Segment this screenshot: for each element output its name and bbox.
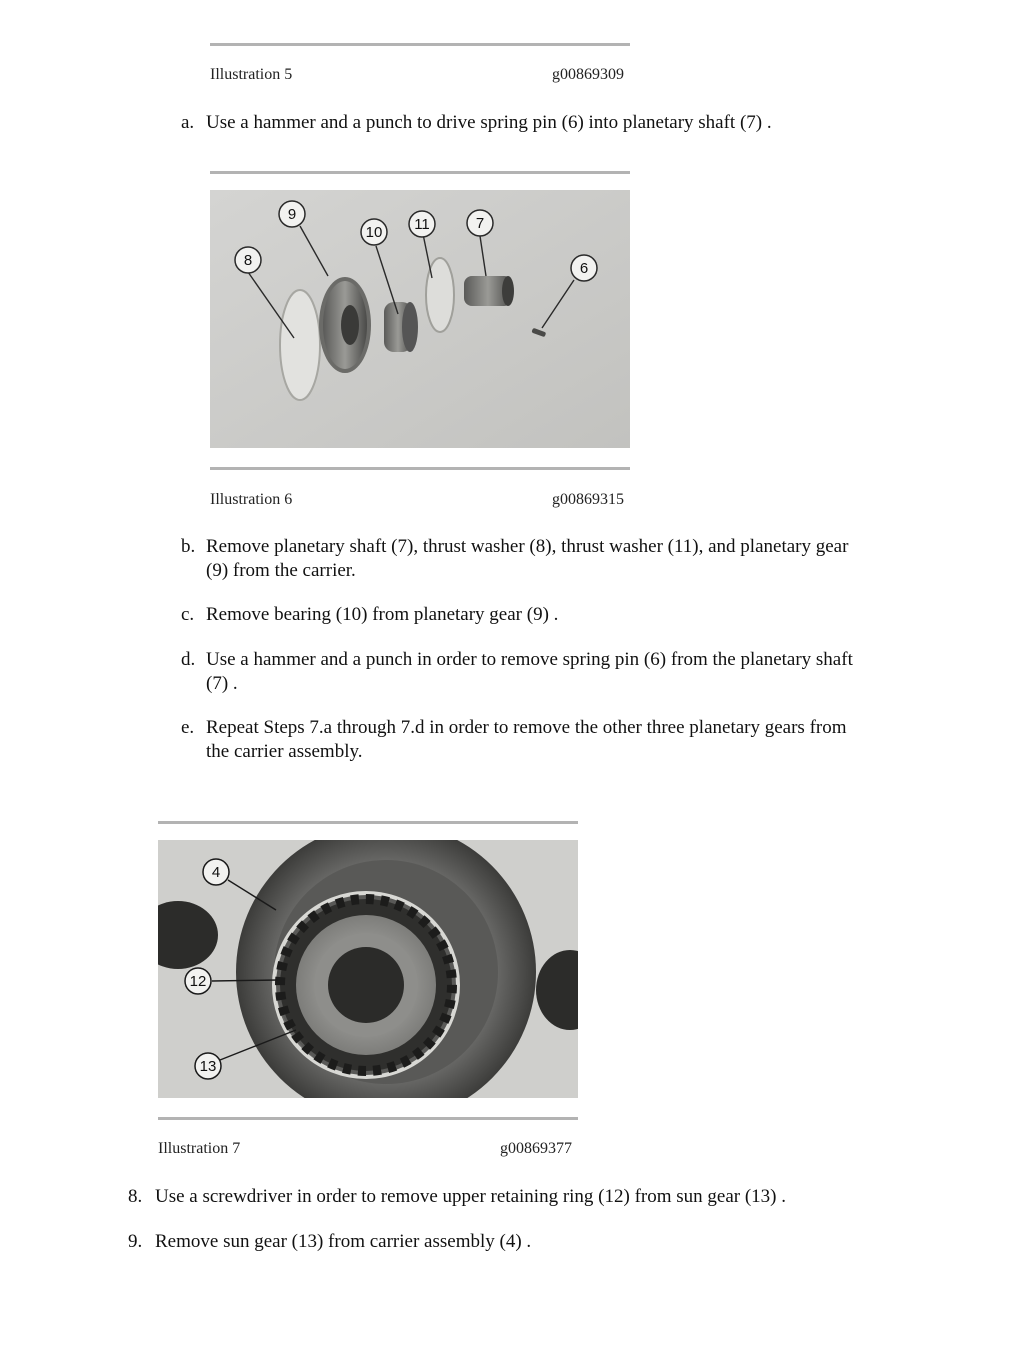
- planetary-gear-9: [319, 277, 371, 373]
- callout-6: 6: [579, 260, 589, 277]
- substep-text-cont: (9) from the carrier.: [206, 560, 356, 581]
- illustration-5-code: g00869309: [552, 66, 624, 83]
- sun-gear-13: [280, 899, 452, 1071]
- callout-11: 11: [414, 216, 430, 233]
- step-label: 9.: [128, 1231, 143, 1252]
- callout-9: 9: [287, 206, 297, 223]
- illustration-7-top-rule: [158, 821, 578, 824]
- substep-label: d.: [181, 649, 196, 670]
- step-text: Use a screwdriver in order to remove upper retaining ring (12) from sun gear (13) .: [155, 1186, 786, 1207]
- thrust-washer-8: [280, 290, 320, 400]
- substep-e: [181, 716, 941, 766]
- step-label: 8.: [128, 1186, 143, 1207]
- callout-13: 13: [199, 1058, 217, 1075]
- illustration-6-photo: [210, 190, 630, 448]
- substep-label: e.: [181, 717, 195, 738]
- illustration-7-bottom-rule: [158, 1117, 578, 1120]
- illustration-7-caption: Illustration 7: [158, 1140, 241, 1157]
- substep-text: Repeat Steps 7.a through 7.d in order to remove the other three planetary gears from: [206, 717, 847, 738]
- callout-12: 12: [189, 973, 207, 990]
- illustration-5-caption: Illustration 5: [210, 66, 293, 83]
- illustration-7-photo: [158, 840, 578, 1098]
- callout-8: 8: [243, 252, 253, 269]
- illustration-6-bottom-rule: [210, 467, 630, 470]
- illustration-6-top-rule: [210, 171, 630, 174]
- callout-7: 7: [475, 215, 485, 232]
- illustration-6-code: g00869315: [552, 491, 624, 508]
- step-text: Remove sun gear (13) from carrier assembly (4) .: [155, 1231, 532, 1252]
- callout-10: 10: [365, 224, 383, 241]
- substep-text: Remove bearing (10) from planetary gear (9) .: [206, 604, 559, 625]
- sun-gear-carrier-image: [158, 840, 578, 1098]
- illustration-6-caption: Illustration 6: [210, 491, 293, 508]
- substep-label: b.: [181, 536, 196, 557]
- substep-text-cont: (7) .: [206, 673, 238, 694]
- substep-b: [181, 535, 941, 585]
- bearing-10: [384, 302, 418, 352]
- substep-text: Use a hammer and a punch in order to remove spring pin (6) from the planetary shaft: [206, 649, 853, 670]
- illustration-5-top-rule: [210, 43, 630, 46]
- illustration-7-code: g00869377: [500, 1140, 572, 1157]
- substep-text-cont: the carrier assembly.: [206, 741, 363, 762]
- callout-4: 4: [211, 864, 221, 881]
- substep-text: Remove planetary shaft (7), thrust washer (8), thrust washer (11), and planetary gear: [206, 536, 849, 557]
- substep-d: [181, 648, 941, 698]
- exploded-planetary-parts-image: [210, 190, 630, 448]
- substep-text: Use a hammer and a punch to drive spring pin (6) into planetary shaft (7) .: [206, 112, 772, 133]
- substep-label: c.: [181, 604, 195, 625]
- substep-label: a.: [181, 112, 195, 133]
- planetary-shaft-7: [464, 276, 514, 306]
